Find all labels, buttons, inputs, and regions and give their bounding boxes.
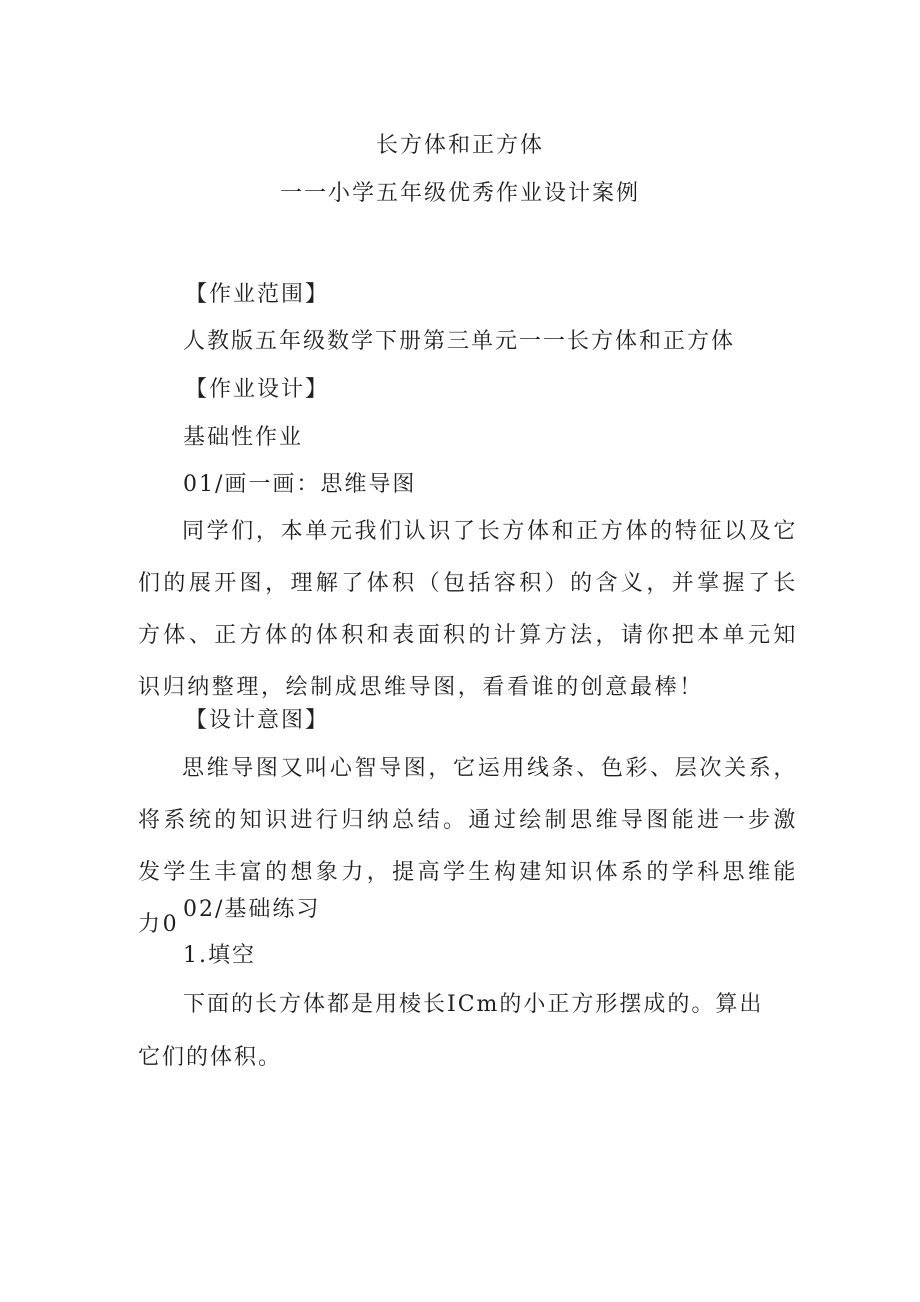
scope-text: 人教版五年级数学下册第三单元一一长方体和正方体 [183,329,736,354]
fill-title: 1.填空 [183,943,256,968]
fill-body-line2: 它们的体积。 [138,1045,283,1070]
item01-title: 01/画一画：思维导图 [183,472,417,497]
intent-heading: 【设计意图】 [185,708,330,733]
doc-subtitle: 一一小学五年级优秀作业设计案例 [279,181,640,206]
fill-body-line1: 下面的长方体都是用棱长ICm的小正方形摆成的。算出 [183,992,764,1017]
item02-title: 02/基础练习 [183,897,321,922]
intent-body: 思维导图又叫心智导图，它运用线条、色彩、层次关系，将系统的知识进行归纳总结。通过绘制思维导图能进一步激发学生丰富的想象力，提高学生构建知识体系的学科思维能力0 [138,756,798,937]
scope-heading: 【作业范围】 [185,282,330,307]
doc-title: 长方体和正方体 [375,133,544,158]
item01-body: 同学们，本单元我们认识了长方体和正方体的特征以及它们的展开图，理解了体积（包括容积）的含义，并掌握了长方体、正方体的体积和表面积的计算方法，请你把本单元知识归纳整理，绘制成思维导图，看看谁的创意最棒！ [138,519,798,700]
design-heading: 【作业设计】 [185,377,330,402]
basic-label: 基础性作业 [183,425,304,450]
